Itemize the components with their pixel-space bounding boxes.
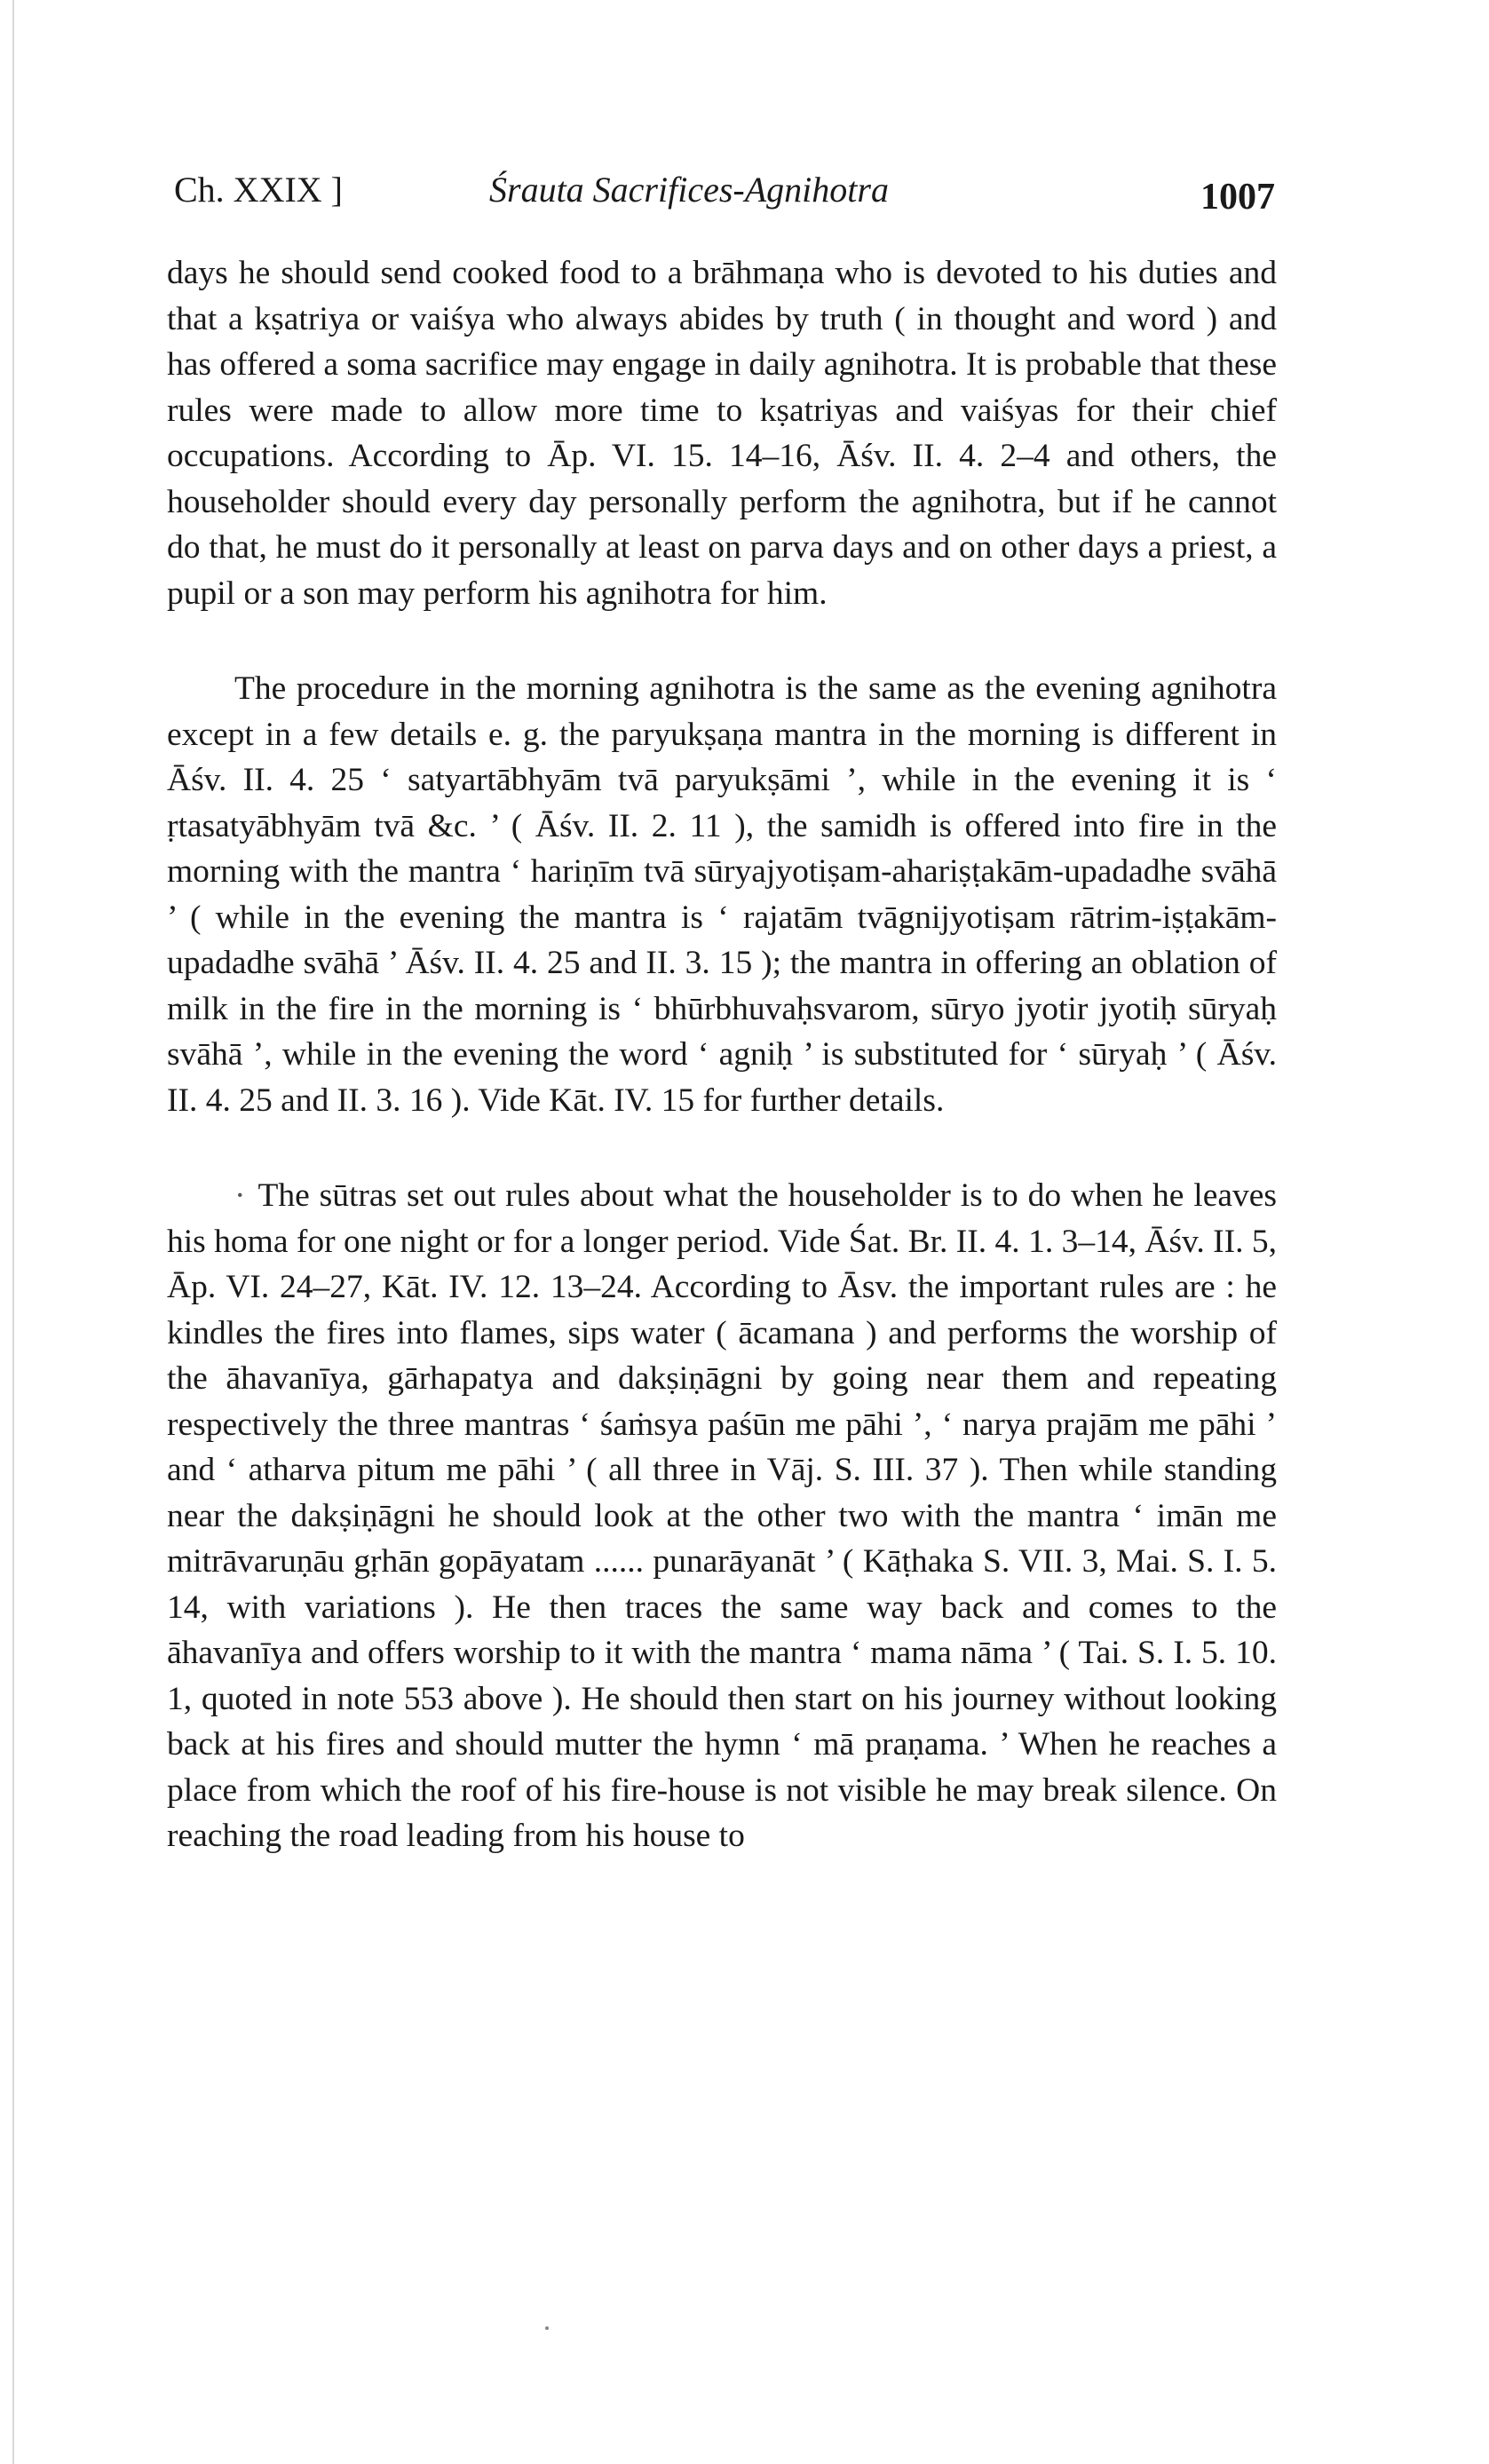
page-header xyxy=(174,169,1275,218)
running-title: Śrauta Sacrifices-Agnihotra xyxy=(489,170,889,210)
paragraph-text: The sūtras set out rules about what the householder is to do when he leaves his homa for one night or for a longer period. Vide Śat. Br. II. 4. 1. 3–14, Āśv. II. 5, Āp. VI. 24–27, Kāt. IV. 12. 13–24. According to Āsv. the important rules are : he kindles the fires into flames, sips water ( ācamana ) and performs the worship of the āhavanīya, gārhapatya and dakṣiṇāgni by going near them and repeating respectively the three mantras ‘ śaṁsya paśūn me pāhi ’, ‘ narya prajām me pāhi ’ and ‘ atharva pitum me pāhi ’ ( all three in Vāj. S. III. 37 ). Then while standing near the dakṣiṇāgni he should look at the other two with the mantra ‘ imān me mitrāvaruṇāu gṛhān gopāyatam ...... punarāyanāt ’ ( Kāṭhaka S. VII. 3, Mai. S. I. 5. 14, with variations ). He then traces the same way back and comes to the āhavanīya and offers worship to it with the mantra ‘ mama nāma ’ ( Tai. S. I. 5. 10. 1, quoted in note 553 above ). He should then start on his journey without looking back at his fires and should mutter the hymn ‘ mā praṇama. ’ When he reaches a place from which the roof of his fire-house is not visible he may break silence. On reaching the road leading from his house to xyxy=(167,1177,1277,1854)
paragraph-text: The procedure in the morning agnihotra is the same as the evening agnihotra except in a few details e. g. the paryukṣaṇa mantra in the morning is different in Āśv. II. 4. 25 ‘ satyartābhyām tvā paryukṣāmi ’, while in the evening it is ‘ ṛtasatyābhyām tvā &c. ’ ( Āśv. II. 2. 11 ), the samidh is offered into fire in the morning with the mantra ‘ hariṇīm tvā sūryajyotiṣam-ahariṣṭakām-upadadhe svāhā ’ ( while in the evening the mantra is ‘ rajatām tvāgnijyotiṣam rātrim-iṣṭakām-upadadhe svāhā ’ Āśv. II. 4. 25 and II. 3. 15 ); the mantra in offering an oblation of milk in the fire in the morning is ‘ bhūrbhuvaḥsvarom, sūryo jyotir jyotiḥ sūryaḥ svāhā ’, while in the evening the word ‘ agniḥ ’ is substituted for ‘ sūryaḥ ’ ( Āśv. II. 4. 25 and II. 3. 16 ). Vide Kāt. IV. 15 for further details. xyxy=(167,670,1277,1119)
paragraph-3 xyxy=(167,1173,1277,1859)
page-number: 1007 xyxy=(1200,177,1275,218)
scan-margin-line xyxy=(12,0,14,2464)
body-text xyxy=(167,250,1277,1859)
scan-speck xyxy=(545,2326,549,2330)
paragraph-text: days he should send cooked food to a brāhmaṇa who is devoted to his duties and that a kṣatriya or vaiśya who always abides by truth ( in thought and word ) and has offered a soma sacrifice may engage in daily agnihotra. It is probable that these rules were made to allow more time to kṣatriyas and vaiśyas for their chief occupations. According to Āp. VI. 15. 14–16, Āśv. II. 4. 2–4 and others, the householder should every day personally perform the agnihotra, but if he cannot do that, he must do it personally at least on parva days and on other days a priest, a pupil or a son may perform his agnihotra for him. xyxy=(167,255,1277,612)
paragraph-1 xyxy=(167,250,1277,616)
chapter-label: Ch. XXIX ] xyxy=(174,170,343,210)
margin-mark: · xyxy=(234,1177,246,1214)
paragraph-2 xyxy=(167,666,1277,1123)
